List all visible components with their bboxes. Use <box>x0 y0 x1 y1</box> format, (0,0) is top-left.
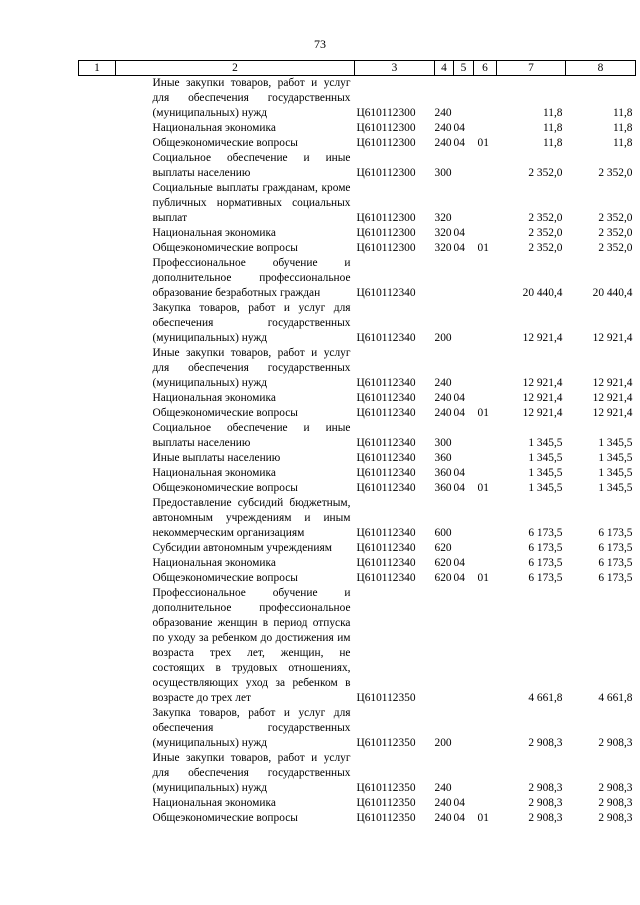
subsection-code: 01 <box>477 242 489 254</box>
expense-type-code: 360 <box>434 482 452 494</box>
amount-col-8: 1 345,5 <box>598 467 633 479</box>
section-code: 04 <box>453 392 465 404</box>
section-code: 04 <box>453 812 465 824</box>
header-col-8: 8 <box>566 61 636 76</box>
subsection-code <box>474 181 497 226</box>
table-row <box>79 556 636 571</box>
section-code: 04 <box>453 797 465 809</box>
item-name: Социальные выплаты гражданам, кроме публичных нормативных социальных выплат <box>152 182 351 224</box>
section-code <box>454 301 474 346</box>
target-article-code: Ц610112300 <box>356 167 416 179</box>
subsection-code: 01 <box>477 572 489 584</box>
expense-type-code: 240 <box>434 782 452 794</box>
table-row <box>79 121 636 136</box>
amount-col-8: 2 352,0 <box>598 212 633 224</box>
cell-col-1 <box>79 811 116 826</box>
target-article-code: Ц610112340 <box>356 572 416 584</box>
item-name: Субсидии автономным учреждениям <box>152 542 332 554</box>
expense-type-code: 300 <box>434 437 452 449</box>
amount-col-7: 12 921,4 <box>522 407 563 419</box>
table-row <box>79 76 636 122</box>
table-row <box>79 151 636 181</box>
section-code <box>454 76 474 122</box>
table-row <box>79 706 636 751</box>
section-code <box>454 541 474 556</box>
cell-col-1 <box>79 466 116 481</box>
amount-col-7: 1 345,5 <box>528 482 563 494</box>
target-article-code: Ц610112300 <box>356 212 416 224</box>
section-code: 04 <box>453 137 465 149</box>
expense-type-code: 200 <box>434 332 452 344</box>
subsection-code <box>474 391 497 406</box>
cell-col-1 <box>79 541 116 556</box>
amount-col-8: 6 173,5 <box>598 557 633 569</box>
expense-type-code: 320 <box>434 242 452 254</box>
target-article-code: Ц610112350 <box>356 812 416 824</box>
cell-col-1 <box>79 346 116 391</box>
subsection-code <box>474 751 497 796</box>
table-row <box>79 346 636 391</box>
amount-col-8: 11,8 <box>612 107 633 119</box>
amount-col-8: 2 352,0 <box>598 242 633 254</box>
table-row <box>79 481 636 496</box>
amount-col-7: 4 661,8 <box>528 692 563 704</box>
item-name: Иные закупки товаров, работ и услуг для обеспечения государственных (муниципальных) нужд <box>152 752 351 794</box>
expense-type-code <box>435 256 454 301</box>
cell-col-1 <box>79 796 116 811</box>
section-code: 04 <box>453 482 465 494</box>
item-name: Национальная экономика <box>152 797 276 809</box>
subsection-code <box>474 151 497 181</box>
target-article-code: Ц610112340 <box>356 287 416 299</box>
table-row <box>79 256 636 301</box>
amount-col-8: 2 352,0 <box>598 227 633 239</box>
section-code <box>454 706 474 751</box>
section-code <box>454 421 474 451</box>
subsection-code: 01 <box>477 812 489 824</box>
table-row <box>79 136 636 151</box>
item-name: Закупка товаров, работ и услуг для обеспечения государственных (муниципальных) нужд <box>152 302 351 344</box>
expense-type-code: 360 <box>434 452 452 464</box>
item-name: Общеэкономические вопросы <box>152 572 298 584</box>
amount-col-8: 2 352,0 <box>598 167 633 179</box>
cell-col-1 <box>79 571 116 586</box>
subsection-code <box>474 541 497 556</box>
subsection-code <box>474 796 497 811</box>
amount-col-8: 1 345,5 <box>598 482 633 494</box>
item-name: Общеэкономические вопросы <box>152 242 298 254</box>
header-col-5: 5 <box>454 61 474 76</box>
amount-col-7: 2 908,3 <box>528 737 563 749</box>
cell-col-1 <box>79 751 116 796</box>
amount-col-8: 11,8 <box>612 122 633 134</box>
amount-col-8: 20 440,4 <box>592 287 633 299</box>
cell-col-1 <box>79 121 116 136</box>
subsection-code <box>474 121 497 136</box>
expense-type-code <box>435 586 454 706</box>
table-row <box>79 496 636 541</box>
expense-type-code: 620 <box>434 542 452 554</box>
section-code <box>454 346 474 391</box>
item-name: Национальная экономика <box>152 557 276 569</box>
target-article-code: Ц610112340 <box>356 452 416 464</box>
section-code <box>454 451 474 466</box>
subsection-code <box>474 586 497 706</box>
table-row <box>79 241 636 256</box>
section-code: 04 <box>453 467 465 479</box>
subsection-code <box>474 556 497 571</box>
section-code <box>454 751 474 796</box>
amount-col-8: 12 921,4 <box>592 377 633 389</box>
subsection-code <box>474 466 497 481</box>
amount-col-8: 2 908,3 <box>598 797 633 809</box>
expense-type-code: 240 <box>434 392 452 404</box>
item-name: Предоставление субсидий бюджетным, автономным учреждениям и иным некоммерческим организациям <box>152 497 351 539</box>
target-article-code: Ц610112340 <box>356 482 416 494</box>
expense-type-code: 240 <box>434 107 452 119</box>
expense-type-code: 240 <box>434 377 452 389</box>
amount-col-7: 2 352,0 <box>528 167 563 179</box>
amount-col-8: 2 908,3 <box>598 782 633 794</box>
amount-col-8: 6 173,5 <box>598 572 633 584</box>
section-code: 04 <box>453 572 465 584</box>
table-row <box>79 751 636 796</box>
amount-col-7: 12 921,4 <box>522 392 563 404</box>
table-row <box>79 451 636 466</box>
item-name: Общеэкономические вопросы <box>152 137 298 149</box>
table-row <box>79 796 636 811</box>
cell-col-1 <box>79 556 116 571</box>
target-article-code: Ц610112300 <box>356 242 416 254</box>
expense-type-code: 240 <box>434 122 452 134</box>
item-name: Социальное обеспечение и иные выплаты населению <box>152 422 351 449</box>
target-article-code: Ц610112300 <box>356 227 416 239</box>
cell-col-1 <box>79 481 116 496</box>
amount-col-7: 20 440,4 <box>522 287 563 299</box>
header-col-4: 4 <box>435 61 454 76</box>
section-code <box>454 496 474 541</box>
amount-col-7: 1 345,5 <box>528 467 563 479</box>
table-row <box>79 811 636 826</box>
cell-col-1 <box>79 76 116 122</box>
section-code: 04 <box>453 557 465 569</box>
table-row <box>79 421 636 451</box>
subsection-code <box>474 421 497 451</box>
cell-col-1 <box>79 226 116 241</box>
subsection-code <box>474 706 497 751</box>
subsection-code: 01 <box>477 137 489 149</box>
cell-col-1 <box>79 586 116 706</box>
cell-col-1 <box>79 451 116 466</box>
table-row <box>79 466 636 481</box>
target-article-code: Ц610112340 <box>356 467 416 479</box>
cell-col-1 <box>79 706 116 751</box>
expense-type-code: 360 <box>434 467 452 479</box>
target-article-code: Ц610112340 <box>356 332 416 344</box>
table-row <box>79 571 636 586</box>
amount-col-7: 2 352,0 <box>528 227 563 239</box>
subsection-code <box>474 226 497 241</box>
amount-col-7: 11,8 <box>542 107 563 119</box>
amount-col-7: 11,8 <box>542 137 563 149</box>
expense-type-code: 600 <box>434 527 452 539</box>
amount-col-7: 2 352,0 <box>528 242 563 254</box>
item-name: Общеэкономические вопросы <box>152 812 298 824</box>
amount-col-7: 12 921,4 <box>522 377 563 389</box>
amount-col-8: 6 173,5 <box>598 527 633 539</box>
amount-col-8: 12 921,4 <box>592 392 633 404</box>
subsection-code <box>474 76 497 122</box>
subsection-code <box>474 256 497 301</box>
target-article-code: Ц610112350 <box>356 692 416 704</box>
target-article-code: Ц610112300 <box>356 122 416 134</box>
item-name: Профессиональное обучение и дополнительное профессиональное образование безработных граждан <box>152 257 351 299</box>
amount-col-8: 2 908,3 <box>598 737 633 749</box>
subsection-code <box>474 301 497 346</box>
amount-col-7: 2 908,3 <box>528 812 563 824</box>
expense-type-code: 620 <box>434 557 452 569</box>
cell-col-1 <box>79 406 116 421</box>
item-name: Закупка товаров, работ и услуг для обеспечения государственных (муниципальных) нужд <box>152 707 351 749</box>
cell-col-1 <box>79 136 116 151</box>
amount-col-7: 1 345,5 <box>528 437 563 449</box>
target-article-code: Ц610112340 <box>356 407 416 419</box>
amount-col-7: 2 352,0 <box>528 212 563 224</box>
amount-col-8: 1 345,5 <box>598 437 633 449</box>
cell-col-1 <box>79 151 116 181</box>
expense-type-code: 240 <box>434 407 452 419</box>
item-name: Иные выплаты населению <box>152 452 281 464</box>
table-row <box>79 406 636 421</box>
amount-col-7: 6 173,5 <box>528 527 563 539</box>
item-name: Национальная экономика <box>152 392 276 404</box>
section-code <box>454 256 474 301</box>
cell-col-1 <box>79 496 116 541</box>
target-article-code: Ц610112340 <box>356 437 416 449</box>
expense-type-code: 240 <box>434 137 452 149</box>
section-code: 04 <box>453 122 465 134</box>
expense-type-code: 200 <box>434 737 452 749</box>
subsection-code: 01 <box>477 482 489 494</box>
amount-col-7: 11,8 <box>542 122 563 134</box>
table-row <box>79 586 636 706</box>
amount-col-7: 1 345,5 <box>528 452 563 464</box>
expense-type-code: 320 <box>434 212 452 224</box>
table-header <box>79 61 636 76</box>
subsection-code <box>474 451 497 466</box>
item-name: Национальная экономика <box>152 227 276 239</box>
item-name: Иные закупки товаров, работ и услуг для обеспечения государственных (муниципальных) нужд <box>152 347 351 389</box>
expense-type-code: 620 <box>434 572 452 584</box>
item-name: Профессиональное обучение и дополнительное профессиональное образование женщин в период отпуска по уходу за ребенком до достижения им возраста трех лет, женщин, не состоящих в трудовых отношениях, осуществляющих уход за ребенком в возрасте до трех лет <box>152 587 351 704</box>
cell-col-1 <box>79 181 116 226</box>
amount-col-7: 2 908,3 <box>528 782 563 794</box>
item-name: Общеэкономические вопросы <box>152 482 298 494</box>
target-article-code: Ц610112350 <box>356 797 416 809</box>
subsection-code <box>474 496 497 541</box>
item-name: Иные закупки товаров, работ и услуг для обеспечения государственных (муниципальных) нужд <box>152 77 351 119</box>
table-body <box>79 76 636 827</box>
section-code: 04 <box>453 227 465 239</box>
amount-col-7: 6 173,5 <box>528 557 563 569</box>
expense-type-code: 240 <box>434 812 452 824</box>
item-name: Национальная экономика <box>152 122 276 134</box>
section-code <box>454 181 474 226</box>
table-row <box>79 391 636 406</box>
cell-col-1 <box>79 301 116 346</box>
target-article-code: Ц610112340 <box>356 392 416 404</box>
item-name: Национальная экономика <box>152 467 276 479</box>
header-col-6: 6 <box>474 61 497 76</box>
cell-col-1 <box>79 391 116 406</box>
budget-table <box>78 60 636 826</box>
subsection-code: 01 <box>477 407 489 419</box>
header-col-1: 1 <box>79 61 116 76</box>
item-name: Социальное обеспечение и иные выплаты населению <box>152 152 351 179</box>
amount-col-7: 2 908,3 <box>528 797 563 809</box>
target-article-code: Ц610112340 <box>356 542 416 554</box>
page-number: 73 <box>314 37 326 51</box>
target-article-code: Ц610112340 <box>356 377 416 389</box>
expense-type-code: 300 <box>434 167 452 179</box>
subsection-code <box>474 346 497 391</box>
expense-type-code: 240 <box>434 797 452 809</box>
header-col-7: 7 <box>497 61 566 76</box>
section-code <box>454 586 474 706</box>
target-article-code: Ц610112340 <box>356 527 416 539</box>
amount-col-8: 4 661,8 <box>598 692 633 704</box>
table-row <box>79 181 636 226</box>
amount-col-8: 1 345,5 <box>598 452 633 464</box>
target-article-code: Ц610112350 <box>356 737 416 749</box>
table-row <box>79 301 636 346</box>
cell-col-1 <box>79 256 116 301</box>
expense-type-code: 320 <box>434 227 452 239</box>
amount-col-8: 2 908,3 <box>598 812 633 824</box>
amount-col-7: 6 173,5 <box>528 572 563 584</box>
section-code: 04 <box>453 407 465 419</box>
target-article-code: Ц610112350 <box>356 782 416 794</box>
amount-col-8: 6 173,5 <box>598 542 633 554</box>
section-code <box>454 151 474 181</box>
section-code: 04 <box>453 242 465 254</box>
header-col-3: 3 <box>355 61 435 76</box>
cell-col-1 <box>79 421 116 451</box>
amount-col-8: 12 921,4 <box>592 332 633 344</box>
amount-col-7: 6 173,5 <box>528 542 563 554</box>
table-row <box>79 541 636 556</box>
cell-col-1 <box>79 241 116 256</box>
amount-col-8: 12 921,4 <box>592 407 633 419</box>
amount-col-8: 11,8 <box>612 137 633 149</box>
target-article-code: Ц610112300 <box>356 107 416 119</box>
table-row <box>79 226 636 241</box>
item-name: Общеэкономические вопросы <box>152 407 298 419</box>
target-article-code: Ц610112300 <box>356 137 416 149</box>
header-col-2: 2 <box>116 61 355 76</box>
target-article-code: Ц610112340 <box>356 557 416 569</box>
amount-col-7: 12 921,4 <box>522 332 563 344</box>
